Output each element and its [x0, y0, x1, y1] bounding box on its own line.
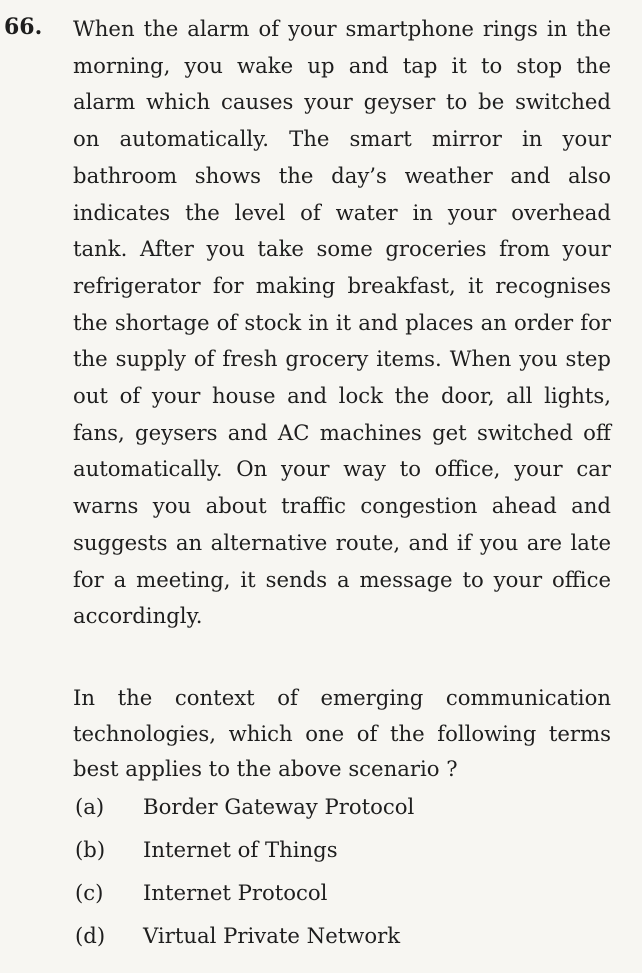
option-letter: (c)	[75, 880, 104, 905]
option-text: Border Gateway Protocol	[143, 794, 415, 819]
question-stem: When the alarm of your smartphone rings in the morning, you wake up and tap it to stop the alarm which causes your geyser to be switched on automatically. The smart mirror in your bathroom shows the day’s weather and also indicates the level of water in your overhead tank. After you take some groceries from your refrigerator for making breakfast, it recognises the shortage of stock in it and places an order for the supply of fresh grocery items. When you step out of your house and lock the door, all lights, fans, geysers and AC machines get switched off automatically. On your way to office, your car warns you about traffic congestion ahead and suggests an alternative route, and if you are late for a meeting, it sends a message to your office accordingly.	[73, 16, 611, 629]
option-c[interactable]	[73, 875, 611, 918]
option-text: Internet Protocol	[143, 880, 328, 905]
option-letter: (d)	[75, 923, 106, 948]
answer-options	[73, 789, 611, 961]
option-text: Internet of Things	[143, 837, 338, 862]
question-number: 66.	[4, 14, 43, 40]
option-text: Virtual Private Network	[143, 923, 401, 948]
option-letter: (b)	[75, 837, 106, 862]
option-letter: (a)	[75, 794, 105, 819]
option-a[interactable]	[73, 789, 611, 832]
option-d[interactable]	[73, 918, 611, 961]
option-b[interactable]	[73, 832, 611, 875]
question-prompt: In the context of emerging communication technologies, which one of the following terms best applies to the above scenario ?	[73, 685, 611, 781]
